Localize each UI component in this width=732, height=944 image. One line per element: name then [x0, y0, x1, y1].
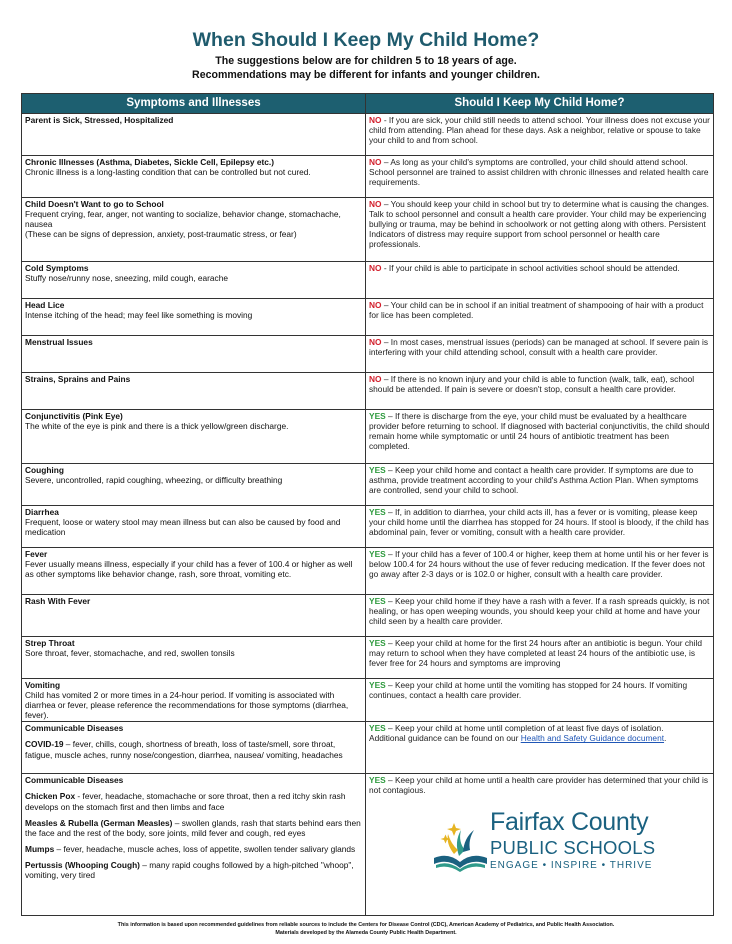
- symptom-cell: [22, 114, 366, 156]
- disease-item: [25, 860, 362, 880]
- recommendation-cell: [366, 637, 714, 679]
- table-row: [22, 198, 714, 262]
- recommendation-cell: [366, 679, 714, 722]
- recommendation-cell: [366, 464, 714, 506]
- recommendation-text: – In most cases, menstrual issues (periods) can be managed at school. If severe pain is interfering with your child attending school, consult with a health care provider.: [369, 337, 709, 358]
- symptom-cell: [22, 410, 366, 464]
- symptom-description: Sore throat, fever, stomachache, and red, swollen tonsils: [25, 648, 235, 659]
- symptom-cell: [22, 548, 366, 595]
- symptom-name: Chronic Illnesses (Asthma, Diabetes, Sickle Cell, Epilepsy etc.): [25, 157, 275, 167]
- symptom-cell: [22, 464, 366, 506]
- symptom-name: Coughing: [25, 465, 64, 475]
- symptom-cell: [22, 774, 366, 916]
- recommendation-additional: Additional guidance can be found on our: [369, 733, 521, 744]
- disease-item: [25, 844, 362, 854]
- recommendation-answer: YES: [369, 465, 386, 475]
- recommendation-text: – Keep your child home and contact a health care provider. If symptoms are due to asthma, provide treatment according to your child's Asthma Action Plan. When symptoms are controlled, send your child to school.: [369, 465, 699, 496]
- disease-name: Mumps: [25, 843, 55, 854]
- recommendation-answer: YES: [369, 638, 386, 648]
- communicable-heading: Communicable Diseases: [25, 723, 124, 734]
- symptom-name: Child Doesn't Want to go to School: [25, 199, 164, 209]
- table-row: [22, 548, 714, 595]
- recommendation-answer: YES: [369, 775, 386, 786]
- recommendation-cell: [366, 595, 714, 637]
- symptom-cell: [22, 373, 366, 410]
- recommendation-answer: YES: [369, 411, 386, 421]
- recommendation-cell: [366, 336, 714, 373]
- table-row: [22, 679, 714, 722]
- table-row-covid: [22, 722, 714, 774]
- recommendation-answer: YES: [369, 680, 386, 690]
- logo-tagline: ENGAGE • INSPIRE • THRIVE: [490, 860, 653, 871]
- recommendation-cell: [366, 410, 714, 464]
- symptom-cell: [22, 506, 366, 548]
- table-row: [22, 595, 714, 637]
- recommendation-cell: [366, 299, 714, 336]
- table-row: [22, 464, 714, 506]
- recommendation-answer: YES: [369, 723, 386, 734]
- column-header-keep-home: Should I Keep My Child Home?: [366, 94, 714, 114]
- disease-description: – many rapid coughs followed by a high-pitched "whoop", vomiting, very tired: [25, 859, 354, 881]
- table-row: [22, 262, 714, 299]
- symptom-name: Strains, Sprains and Pains: [25, 374, 131, 384]
- symptom-description: Severe, uncontrolled, rapid coughing, wheezing, or difficulty breathing: [25, 475, 283, 486]
- symptom-name: Head Lice: [25, 300, 65, 310]
- recommendation-text: – If, in addition to diarrhea, your child acts ill, has a fever or is vomiting, please keep your child home until the diarrhea has stopped for 24 hours. If stool is bloody, if the child has abdominal pain, fever or vomiting, consult with a health care provider.: [369, 507, 709, 538]
- recommendation-cell: [366, 156, 714, 198]
- disease-description: - fever, headache, stomachache or sore throat, then a red itchy skin rash develops on the stomach first and then limbs and face: [25, 791, 346, 812]
- symptom-cell: [22, 595, 366, 637]
- symptom-description: Chronic illness is a long-lasting condition that can be controlled but not cured.: [25, 167, 311, 178]
- recommendation-answer: NO: [369, 300, 382, 310]
- symptom-name: Fever: [25, 549, 48, 559]
- symptom-description: Stuffy nose/runny nose, sneezing, mild cough, earache: [25, 273, 229, 284]
- symptom-name: Diarrhea: [25, 507, 59, 517]
- symptom-name: Parent is Sick, Stressed, Hospitalized: [25, 115, 174, 125]
- symptom-description: Frequent, loose or watery stool may mean illness but can also be caused by food and medication: [25, 517, 341, 538]
- symptom-name: Menstrual Issues: [25, 337, 93, 347]
- symptom-name: Conjunctivitis (Pink Eye): [25, 411, 123, 421]
- disease-item: [25, 818, 362, 838]
- symptom-description: Intense itching of the head; may feel like something is moving: [25, 310, 253, 321]
- symptom-cell: [22, 336, 366, 373]
- table-header-row: [22, 94, 714, 114]
- recommendation-text: - If you are sick, your child still needs to attend school. Your illness does not excuse your child from attending. Plan ahead for these days. Ask a neighbor, relative or spouse to take your child to and from school.: [369, 115, 710, 146]
- symptom-cell: [22, 198, 366, 262]
- table-row: [22, 156, 714, 198]
- recommendation-text: – If there is discharge from the eye, your child must be evaluated by a healthcare provider before returning to school. If diagnosed with bacterial conjunctivitis, the child should remain home while symptomatic or until 24 hours of antibiotic treatment has been completed.: [369, 411, 710, 452]
- recommendation-cell: [366, 198, 714, 262]
- recommendation-text: – As long as your child's symptoms are controlled, your child should attend school. School personnel are trained to assist children with chronic illnesses and related health care requirements.: [369, 157, 709, 188]
- recommendation-cell: [366, 722, 714, 774]
- covid-description: – fever, chills, cough, shortness of breath, loss of taste/smell, sore throat, fatigue, muscle aches, runny nose/congestion, diarrhea, nausea/ vomiting, headaches: [25, 739, 343, 760]
- disease-name: Measles & Rubella (German Measles): [25, 817, 173, 828]
- health-safety-guidance-link[interactable]: Health and Safety Guidance document: [520, 733, 665, 744]
- footer-credit: Materials developed by the Alameda County Public Health Department.: [275, 930, 457, 936]
- recommendation-text: - If your child is able to participate in school activities school should be attended.: [381, 263, 680, 273]
- recommendation-cell: [366, 548, 714, 595]
- recommendation-answer: NO: [369, 115, 382, 125]
- subtitle-infants-note: Recommendations may be different for infants and younger children.: [192, 69, 540, 81]
- symptom-description: Child has vomited 2 or more times in a 24-hour period. If vomiting is associated with diarrhea or fever, please reference the recommendations for those symptoms (diarrhea, fever).: [25, 690, 349, 721]
- recommendation-cell: [366, 262, 714, 299]
- recommendation-text: – If there is no known injury and your child is able to function (walk, talk, eat), school should be attended. If pain is severe or doesn't stop, consult a health care provider.: [369, 374, 695, 395]
- recommendation-answer: YES: [369, 596, 386, 606]
- recommendation-answer: NO: [369, 374, 382, 384]
- link-period: .: [664, 733, 667, 744]
- column-header-symptoms: Symptoms and Illnesses: [22, 94, 366, 114]
- guidance-table: [21, 93, 714, 916]
- fcps-logo: [430, 800, 660, 875]
- subtitle-age-range: The suggestions below are for children 5 to 18 years of age.: [215, 55, 517, 67]
- recommendation-text: – Keep your child home if they have a rash with a fever. If a rash spreads quickly, is not healing, or has open weeping wounds, you should keep your child at home and have your child seen by a health care provider.: [369, 596, 710, 627]
- symptom-cell: [22, 637, 366, 679]
- recommendation-cell: [366, 506, 714, 548]
- symptom-name: Vomiting: [25, 680, 61, 690]
- symptom-name: Cold Symptoms: [25, 263, 89, 273]
- symptom-cell: [22, 679, 366, 722]
- table-row: [22, 410, 714, 464]
- disease-item: [25, 791, 362, 811]
- recommendation-answer: NO: [369, 199, 382, 209]
- symptom-name: Strep Throat: [25, 638, 75, 648]
- recommendation-answer: YES: [369, 549, 386, 559]
- book-flame-icon: [430, 808, 492, 876]
- logo-name: Fairfax County: [490, 808, 649, 836]
- covid-name: COVID-19: [25, 739, 64, 750]
- disease-name: Pertussis (Whooping Cough): [25, 859, 140, 870]
- symptom-name: Rash With Fever: [25, 596, 91, 606]
- table-row: [22, 299, 714, 336]
- recommendation-text: – Keep your child at home for the first 24 hours after an antibiotic is begun. Your child may return to school when they have completed at least 24 hours of the antibiotic use, is fever free for 24 hours and symptoms are improving: [369, 638, 703, 669]
- symptom-cell: [22, 156, 366, 198]
- recommendation-text: – Keep your child at home until completion of at least five days of isolation.: [385, 723, 664, 734]
- recommendation-answer: NO: [369, 157, 382, 167]
- symptom-cell: [22, 262, 366, 299]
- page-title: When Should I Keep My Child Home?: [192, 29, 540, 51]
- recommendation-text: – Keep your child at home until the vomiting has stopped for 24 hours. If vomiting continues, contact a health care provider.: [369, 680, 688, 701]
- table-row: [22, 637, 714, 679]
- disease-description: – fever, headache, muscle aches, loss of appetite, swollen tender salivary glands: [54, 843, 356, 854]
- recommendation-answer: NO: [369, 263, 382, 273]
- recommendation-text: – Keep your child at home until a health care provider has determined that your child is not contagious.: [369, 775, 709, 796]
- table-row: [22, 373, 714, 410]
- symptom-description: Frequent crying, fear, anger, not wanting to socialize, behavior change, stomachache, nausea (These can be signs of depression, anxiety, post-traumatic stress, or fear): [25, 209, 341, 240]
- recommendation-answer: NO: [369, 337, 382, 347]
- symptom-cell: [22, 299, 366, 336]
- symptom-cell: [22, 722, 366, 774]
- table-row: [22, 114, 714, 156]
- recommendation-cell: [366, 114, 714, 156]
- symptom-description: Fever usually means illness, especially if your child has a fever of 100.4 or higher as well as other symptoms like behavior change, rash, sore throat, vomiting etc.: [25, 559, 353, 580]
- footer-sources: This information is based upon recommended guidelines from reliable sources to include the Centers for Disease Control (CDC), American Academy of Pediatrics, and Public Health Association.: [117, 922, 615, 928]
- recommendation-cell: [366, 373, 714, 410]
- recommendation-text: – You should keep your child in school but try to determine what is causing the changes. Talk to school personnel and consult a health care provider. Your child may be experiencing bullying or trauma, may be behind in schoolwork or not getting along with others. Persistent Indicators of distress may require support from school personnel or health care professionals.: [369, 199, 709, 250]
- recommendation-text: – Your child can be in school if an initial treatment of shampooing of hair with a product for lice has been completed.: [369, 300, 704, 321]
- table-row: [22, 506, 714, 548]
- disease-description: – swollen glands, rash that starts behind ears then the face and the rest of the body, sore joints, mild fever and cough, red eyes: [25, 817, 361, 838]
- symptom-description: The white of the eye is pink and there is a thick yellow/green discharge.: [25, 421, 289, 432]
- recommendation-answer: YES: [369, 507, 386, 517]
- table-row: [22, 336, 714, 373]
- recommendation-text: – If your child has a fever of 100.4 or higher, keep them at home until his or her fever is below 100.4 for 24 hours without the use of fever reducing medication. If the fever does not go away after 2-3 days or is 102.0 or higher, consult with a health care provider.: [369, 549, 709, 580]
- communicable-heading: Communicable Diseases: [25, 775, 124, 786]
- logo-subtitle: PUBLIC SCHOOLS: [490, 837, 656, 858]
- disease-name: Chicken Pox: [25, 791, 76, 802]
